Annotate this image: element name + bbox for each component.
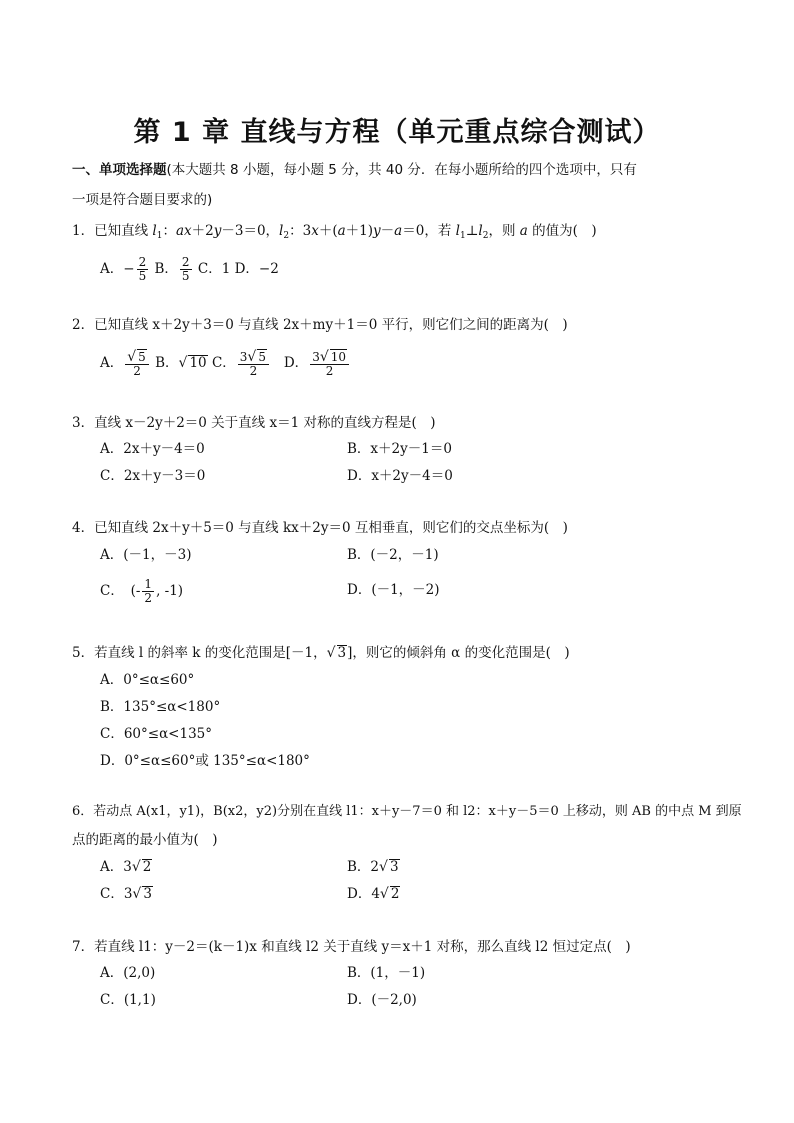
section-header [72, 160, 637, 180]
q1-option-a: A．− $\frac{2}{5}$ [100, 255, 147, 283]
question-3-stem: 3．直线 x－2y＋2＝0 关于直线 x＝1 对称的直线方程是( ) [72, 415, 436, 431]
q7-option-b: B．(1，－1) [347, 965, 426, 981]
section-desc-2: 一项是符合题目要求的) [72, 192, 213, 208]
q6-option-d: D．4√ 2 [347, 886, 400, 902]
q6-option-b: B．2√ 3 [347, 859, 399, 875]
q3-option-a: A．2x＋y－4＝0 [100, 441, 205, 457]
q5-option-a: A．0°≤α≤60° [100, 672, 195, 688]
q1-option-c: C．1 [197, 261, 231, 277]
q5-option-d: D．0°≤α≤60°或 135°≤α<180° [100, 753, 310, 769]
question-1-options [100, 254, 279, 284]
question-6-stem-line2: 点的距离的最小值为( ) [72, 832, 218, 848]
question-5-stem: 5．若直线 l 的斜率 k 的变化范围是[－1，√ 3]，则它的倾斜角 α 的变化范围是( ) [72, 645, 570, 661]
q4-option-c: C． (- $\frac{1}{2}$ , -1) [100, 577, 184, 605]
question-2-options [100, 347, 351, 379]
question-1-stem: 1．已知直线 $l_1$：ax＋2y－3＝0，$l_2$：3x＋(a＋1)y－a＝0，若 $l_1\perp l_2$，则 a 的值为( ) [72, 223, 597, 241]
q4-option-d: D．(－1，－2) [347, 582, 440, 598]
q7-option-c: C．(1,1) [100, 992, 156, 1008]
question-4-stem: 4．已知直线 2x＋y＋5＝0 与直线 kx＋2y＝0 互相垂直，则它们的交点坐标为( ) [72, 520, 568, 536]
q3-option-d: D．x＋2y－4＝0 [347, 468, 453, 484]
page-title: 第 1 章 直线与方程（单元重点综合测试） [133, 117, 661, 148]
q5-option-b: B．135°≤α<180° [100, 699, 221, 715]
q6-option-c: C．3√ 3 [100, 886, 152, 902]
question-6-stem-line1: 6．若动点 A(x1，y1)，B(x2，y2)分别在直线 l1：x＋y－7＝0 和 l2：x＋y－5＝0 上移动，则 AB 的中点 M 到原 [72, 804, 742, 819]
question-2-stem: 2．已知直线 x＋2y＋3＝0 与直线 2x＋my＋1＝0 平行，则它们之间的距离为( ) [72, 317, 568, 333]
q7-option-a: A．(2,0) [100, 965, 156, 981]
q4-option-a: A．(－1，－3) [100, 547, 192, 563]
q5-option-c: C．60°≤α<135° [100, 726, 213, 742]
question-7-stem: 7．若直线 l1：y－2＝(k－1)x 和直线 l2 关于直线 y＝x＋1 对称，那么直线 l2 恒过定点( ) [72, 939, 631, 955]
q2-option-c: C． $\frac{3√ 5}{2}$ [212, 355, 271, 371]
q3-option-c: C．2x＋y－3＝0 [100, 468, 206, 484]
q6-option-a: A．3√ 2 [100, 859, 152, 875]
q4-option-b: B．(－2，－1) [347, 547, 439, 563]
section-desc-1: (本大题共 8 小题，每小题 5 分，共 40 分．在每小题所给的四个选项中，只有 [166, 162, 637, 178]
q2-option-b: B．√ 10 [155, 355, 207, 371]
q1-option-b: B． $\frac{2}{5}$ [154, 255, 190, 283]
q1-option-d: D．−2 [234, 261, 279, 277]
q2-option-d: D． $\frac{3√ 10}{2}$ [284, 355, 351, 371]
q3-option-b: B．x＋2y－1＝0 [347, 441, 452, 457]
section-heading: 一、单项选择题 [72, 162, 167, 178]
q7-option-d: D．(－2,0) [347, 992, 417, 1008]
q2-option-a: A． $\frac{√ 5}{2}$ [100, 355, 151, 371]
